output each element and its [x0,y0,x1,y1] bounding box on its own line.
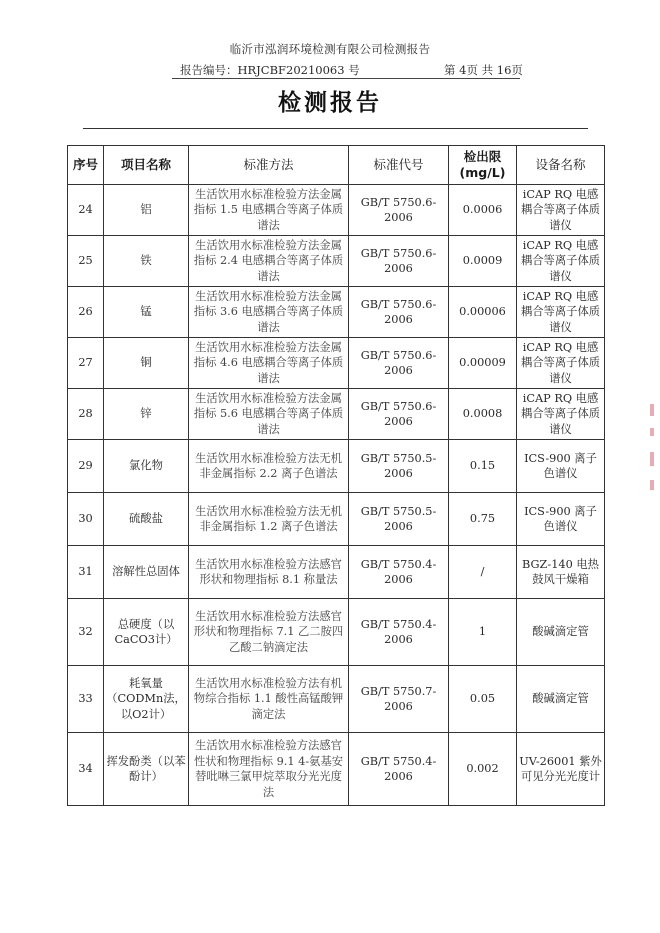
cell-equipment: iCAP RQ 电感耦合等离子体质谱仪 [517,287,605,338]
table-row [68,389,605,440]
cell-equipment: ICS-900 离子色谱仪 [517,493,605,546]
cell-no: 24 [68,185,104,236]
cell-no: 30 [68,493,104,546]
cell-limit: 0.0009 [449,236,517,287]
cell-limit: 0.00009 [449,338,517,389]
cell-limit: 0.05 [449,666,517,733]
cell-method: 生活饮用水标准检验方法金属指标 1.5 电感耦合等离子体质谱法 [189,185,349,236]
cell-equipment: iCAP RQ 电感耦合等离子体质谱仪 [517,236,605,287]
cell-item: 挥发酚类（以苯酚计） [104,733,189,806]
cell-item: 铜 [104,338,189,389]
col-header-code: 标准代号 [349,146,449,185]
cell-no: 29 [68,440,104,493]
cell-item: 溶解性总固体 [104,546,189,599]
table-row [68,338,605,389]
cell-item: 氯化物 [104,440,189,493]
cell-no: 33 [68,666,104,733]
cell-code: GB/T 5750.6-2006 [349,389,449,440]
cell-limit: 0.0006 [449,185,517,236]
cell-equipment: iCAP RQ 电感耦合等离子体质谱仪 [517,185,605,236]
cell-no: 28 [68,389,104,440]
cell-method: 生活饮用水标准检验方法无机非金属指标 2.2 离子色谱法 [189,440,349,493]
cell-equipment: iCAP RQ 电感耦合等离子体质谱仪 [517,389,605,440]
col-header-equipment: 设备名称 [517,146,605,185]
cell-limit: 0.002 [449,733,517,806]
table-row [68,493,605,546]
cell-equipment: UV-26001 紫外可见分光光度计 [517,733,605,806]
cell-item: 耗氧量（CODMn法，以O2计） [104,666,189,733]
cell-method: 生活饮用水标准检验方法感官形状和物理指标 7.1 乙二胺四乙酸二钠滴定法 [189,599,349,666]
cell-code: GB/T 5750.6-2006 [349,338,449,389]
page-number: 第 4页 共 16页 [444,63,523,77]
table-row [68,440,605,493]
cell-limit: 0.15 [449,440,517,493]
detection-table [67,145,605,806]
cell-method: 生活饮用水标准检验方法无机非金属指标 1.2 离子色谱法 [189,493,349,546]
cell-method: 生活饮用水标准检验方法金属指标 5.6 电感耦合等离子体质谱法 [189,389,349,440]
cell-code: GB/T 5750.7-2006 [349,666,449,733]
cell-code: GB/T 5750.4-2006 [349,546,449,599]
cell-limit: 0.00006 [449,287,517,338]
cell-method: 生活饮用水标准检验方法感官形状和物理指标 8.1 称量法 [189,546,349,599]
page-title: 检测报告 [278,90,382,116]
cell-code: GB/T 5750.6-2006 [349,287,449,338]
table-row [68,546,605,599]
cell-limit: / [449,546,517,599]
cell-no: 26 [68,287,104,338]
cell-code: GB/T 5750.4-2006 [349,599,449,666]
col-header-item: 项目名称 [104,146,189,185]
seal-edge-mark [650,452,654,466]
table-header-row [68,146,605,185]
table-row [68,287,605,338]
cell-method: 生活饮用水标准检验方法金属指标 3.6 电感耦合等离子体质谱法 [189,287,349,338]
cell-item: 硫酸盐 [104,493,189,546]
cell-no: 31 [68,546,104,599]
cell-equipment: 酸碱滴定管 [517,666,605,733]
cell-limit: 1 [449,599,517,666]
col-header-no: 序号 [68,146,104,185]
header-rule [172,78,520,79]
cell-code: GB/T 5750.6-2006 [349,185,449,236]
cell-equipment: iCAP RQ 电感耦合等离子体质谱仪 [517,338,605,389]
company-header: 临沂市泓润环境检测有限公司检测报告 [229,42,431,56]
table-row [68,599,605,666]
cell-limit: 0.0008 [449,389,517,440]
cell-item: 锌 [104,389,189,440]
table-row [68,185,605,236]
cell-method: 生活饮用水标准检验方法有机物综合指标 1.1 酸性高锰酸钾滴定法 [189,666,349,733]
cell-method: 生活饮用水标准检验方法感官性状和物理指标 9.1 4-氨基安替吡啉三氯甲烷萃取分光光度法 [189,733,349,806]
cell-method: 生活饮用水标准检验方法金属指标 2.4 电感耦合等离子体质谱法 [189,236,349,287]
table-row [68,236,605,287]
seal-edge-mark [650,404,654,416]
cell-code: GB/T 5750.6-2006 [349,236,449,287]
cell-equipment: BGZ-140 电热鼓风干燥箱 [517,546,605,599]
col-header-method: 标准方法 [189,146,349,185]
cell-item: 铁 [104,236,189,287]
title-rule [83,128,588,129]
table-row [68,733,605,806]
cell-code: GB/T 5750.5-2006 [349,440,449,493]
cell-item: 总硬度（以CaCO3计） [104,599,189,666]
cell-no: 34 [68,733,104,806]
cell-equipment: 酸碱滴定管 [517,599,605,666]
cell-item: 铝 [104,185,189,236]
cell-equipment: ICS-900 离子色谱仪 [517,440,605,493]
cell-item: 锰 [104,287,189,338]
cell-no: 27 [68,338,104,389]
cell-method: 生活饮用水标准检验方法金属指标 4.6 电感耦合等离子体质谱法 [189,338,349,389]
cell-limit: 0.75 [449,493,517,546]
report-number: 报告编号：HRJCBF20210063 号 [180,63,360,77]
seal-edge-mark [650,480,654,490]
cell-code: GB/T 5750.5-2006 [349,493,449,546]
seal-edge-mark [650,428,654,436]
cell-code: GB/T 5750.4-2006 [349,733,449,806]
cell-no: 32 [68,599,104,666]
table-row [68,666,605,733]
cell-no: 25 [68,236,104,287]
col-header-limit: 检出限 (mg/L) [449,146,517,185]
